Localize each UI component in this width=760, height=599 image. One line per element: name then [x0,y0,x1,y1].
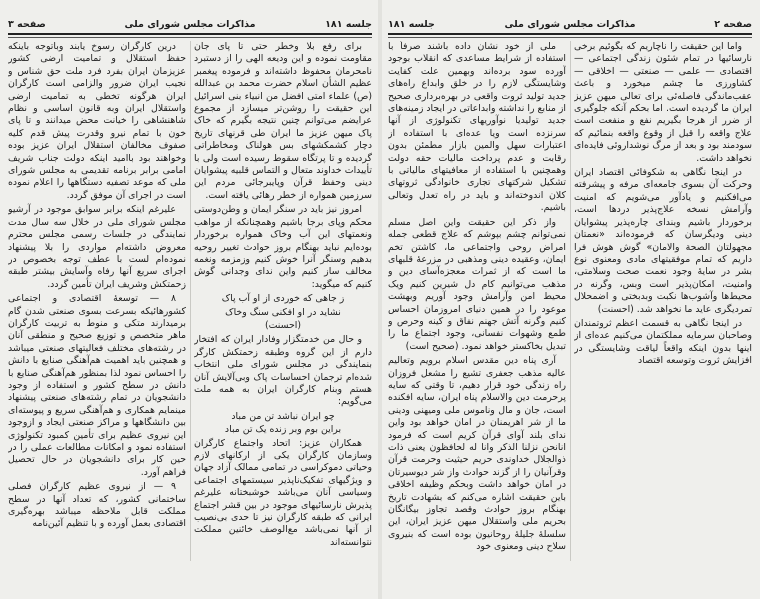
column-divider [190,41,191,561]
text-column [194,41,372,591]
column-divider [570,41,571,561]
paragraph: واز ذکر این حقیقت واین اصل مسلم نمی‌توانم چشم بپوشم که علاج قطعی جمله امراض روحی واجتماعی ما، کاشتن تخم ایمان، وعقیده دینی ومذهبی در مزرعهٔ قلبهای ما است که از ثمرات معجزه‌آسای دین و مذهب می‌توانیم کام دل شیرین کنیم ویک محیط امن وآرامش وجود آوریم وبهشت موعود را در همین دنیای امروزمان احساس کنیم وگرنه آتش جهنم نفاق و کینه وحرص و طمع وشهوات نفسانی، وجود اجتماع ما را تبدیل بخاکستر خواهد نمود. (صحیح است) [388,216,566,352]
paragraph: ۹ — از نیروی عظیم کارگران فصلی ساختمانی کشور، که تعداد آنها در سطح مملکت قابل ملاحظه میباشد بهره‌گیری اقتصادی بعمل آورده و با تنظیم آئین‌نامه [8,481,186,530]
paragraph: درین کارگران رسوخ یابند وباتوجه باینکه حفظ استقلال و تمامیت ارضی کشور عزیزمان ایران بفرد فرد ملت حق شناس و نجیب ایران ضرور والزامی است کارگران ایران هرگونه تخطی به تمامیت ارضی واستقلال ایران وبه قانون اساسی و نظام شاهنشاهی را خیانت محض میدانند و تا پای خون با تمام نیرو وقدرت پیش قدم کلیه صفوف مخالفان استقلال ایران عزیز بوده وخواهند بود باامید اینکه دولت جناب شریف امامی برابر برنامه تقدیمی به مجلس شورای ملی که موعد تصفیه دستگاهها را اعلام نموده است در اجرای آن موفق گردد. [8,41,186,201]
header-rule [388,33,752,35]
paragraph: و حال من خدمتگزار وفادار ایران که افتخار دارم از این گروه وطبقه زحمتکش کارگر بنمایندگی در مجلس شورای ملی انتخاب شده‌ام ترجمان احساسات پاک وبی‌آلایش آنان هستم وبنام کارگران ایران به همه ملت می‌گویم: [194,334,372,408]
text-column [388,41,566,591]
paragraph: ۸ — توسعهٔ اقتصادی و اجتماعی کشورهائیکه بسرعت بسوی صنعتی شدن گام برمیدارند متکی و منوط به تربیت کارگران ماهر متخصص و توزیع صحیح و منطقی آنان در رشته‌های مختلف فعالیتهای صنعتی میباشد و همچنین باید اهمیت هم‌آهنگی صنایع با دانش را احساس نمود لذا بمنظور هم‌آهنگی صنایع با دانش در سطح کشور و استفاده از وجود دانشجویان در تمام رشته‌های صنعتی پیشنهاد مینمایم همکاری و هم‌آهنگی سریع و پیوسته‌ای بین دانشگاهها و مراکز صنعتی ایجاد و ازوجود این نیروی عظیم برای تأمین کمبود تکنولوژی استفاده نمود و امکانات مطالعات عملی را در حین کار برای دانشجویان در حال تحصیل فراهم آورد. [8,293,186,478]
page-number: صفحه ۲ [714,18,752,30]
session-number: جلسه ۱۸۱ [325,18,372,30]
header-rule [8,33,372,35]
poem-verse: براین بوم وبر زنده یک تن مباد [224,424,342,436]
paragraph: در اینجا نگاهی به قسمت اعظم ثروتمندان وصاحبان سرمایه مملکتمان می‌کنیم عده‌ای از اینها بدون اینکه واقعاً لیاقت وشایستگی در افزایش ثروت وتوسعه اقتصاد [574,317,752,367]
paragraph: برای رفع بلا وخطر حتی تا پای جان مقاومت نموده و این ودیعه الهی را از دستبرد نامحرمان محفوظ داشته‌اند و فرموده پیغمبر عظیم الشأن اسلام حضرت محمد بن عبدالله (ص) علماء امتی افضل من انبیاء بنی اسرائیل این حقیقت را روشن‌تر میسازد از مجموع عرایضم می‌توانم چنین نتیجه بگیرم که خاک پاک میهن عزیز ما ایران طی قرنهای تاریخ دچار کشمکشهای بس هولناک ومخاطراتی گردیده و تا پرتگاه سقوط رسیده است ولی با تأییدات خداوند متعال و التماس قلبیه پیشوایان دینی وحفظ قرآن وپایبرجائی مردم این سرزمین همواره از خطر رهائی یافته است. [194,41,372,201]
page-left [2,0,378,599]
poem-verse: ز جاهی که خوردی از او آب پاک [221,293,345,305]
text-column [574,41,752,591]
paragraph: در اینجا نگاهی به شکوفائی اقتصاد ایران وحرکت آن بسوی جامعه‌ای مرفه و پیشرفته می‌افکنیم و یادآور می‌شویم که امنیت وآرامش نسخه علاج‌پذیر دردها است، برخوردار باشیم وبندای چاره‌پذیر پیشوایان دینی ودیگرسان که فرموده‌اند «نعمتان مجهولتان الصحة والامان» گوش هوش فرا داریم که تمام موفقیتهای مادی ومعنوی نوع بشر در سایهٔ وجود نعمت صحت وسلامتی، وامنیت، امکان‌پذیر است وبس، وگرنه در محیط‌ها وآشوب‌ها نکبت وبدبختی و اضمحلال تمردیگری عاید ما نخواهد شد. (احسنت) [574,167,752,315]
page-header [388,16,752,32]
poem-verse: چو ایران نباشد تن من مباد [231,410,335,422]
text-column [8,41,186,591]
page-right [382,0,758,599]
header-rule-thin [388,37,752,38]
applause-note: (احسنت) [264,319,302,331]
poem-verse: نشاید در او افکنی سنگ وخاک [225,306,341,318]
page-header [8,16,372,32]
paragraph: علیرغم اینکه برابر سوابق موجود در آرشیو مجلس شورای ملی در خلال سه سال مدت نمایندگی در جلسات رسمی مجلس محترم معروض داشته‌ام مواردی را بلا پیشنهاد نموده‌ام لست با عطف توجه بخصوص در اجرای سریع آنها رفاه وآسایش بیشتر طبقه زحمتکش وشریف ایران تأمین گردد. [8,204,186,290]
paragraph: همکاران عزیز: اتحاد واجتماع کارگران وسازمان کارگران یکی از ارکانهای لازم وحیاتی دموکراسی در تمامی ممالک آزاد جهان و ویژگیهای تفکیک‌ناپذیر سیستمهای اجتماعی وسیاسی آنان می‌باشد خوشبختانه علیرغم پذیرش نارسائیهای موجود در بین قشر اجتماع ایرانی که طبقه کارگران نیز تا حدی بی‌نصیب از آنها نمی‌باشد مع‌الوصف خائنین مملکت نتوانسته‌اند [194,437,372,548]
session-number: جلسه ۱۸۱ [388,18,435,30]
paragraph: واما این حقیقت را ناچاریم که بگوئیم برخی نارسائیها در تمام شئون زندگی اجتماعی — اقتصادی — علمی — صنعتی — اخلاقی — کشاورزی ما چشم میخورد و باعث عقب‌ماندگی فاصله‌ئی برای تعالی میهن عزیز ایران ما گردیده است. اما بحکم آنکه جلوگیری از ضرر از هرجا بگیریم نفع و منفعت است علاج واقعه را قبل از وقوع واقعه بنمائیم که سودمند بود و بعد از مرگ نوشداروئی فایده‌ای نخواهد داشت. [574,41,752,164]
page-title: مذاکرات مجلس شورای ملی [124,18,256,30]
paragraph: امروز نیز باید در سنگر ایمان و وطن‌دوستی محکم وپای برجا باشیم وهمچنانکه از مواهب ونعمتهای این آب وخاک همواره برخوردار بوده‌ایم نباید بهنگام بروز حوادث تغییر روحیه بدهیم وسنگر آنرا خوش کنیم وزمزمه ونغمه مخالف ساز کنیم واین ندای وجدانی گوش کنیم که میگوید: [194,204,372,290]
header-rule-thin [8,37,372,38]
paragraph: ملی از خود نشان داده باشند صرفاً با استفاده از شرایط مساعدی که انقلاب بوجود آورده سود برده‌اند وبهمین علت کفایت وشایستگی لازم را در خلق وابداع راه‌های جدید تولید ثروت واقعی در بهره‌برداری صحیح از منابع را نداشته وابداعاتی در ایجاد زمینه‌های جدید تولیدیا نوآوریهای تکنولوژی از آنها سرنزده است ویا عده‌ای با استفاده از اعتبارات سهل والمین بازار مطمئن بدون رقابت و عدم پرداخت مالیات حقه دولت وهمچنین با استفاده از معافیتهای مالیاتی با تشکیل شرکتهای تجاری خانوادگی ثروتهای کلان اندوخته‌اند و باید در راه تعدل وتعالی باشیم. [388,41,566,214]
paragraph: آری پناه دین مقدس اسلام برویم وتعالیم عالیه مذهب جعفری تشیع را مشعل فروزان راه زندگی خود قرار دهیم، تا وقتی که سایه پرحرمت دین والاسلام پناه ایران، سایه افکنده است، جان و مال وناموس ملی ومیهنی ودینی ما از شر اهریمنان در امان خواهد بود واین ندای بلند آوای قرآن کریم است که فرمود انانحن نزلنا الذکر وانا له لحافظون یعنی ذات ذوالجلال خداوندی حریم حیثیت وحرمت قرآن وقرآنیان را از گزند حوادث واز شر دیوسیرتان در امان خواهد داشت وبحکم وظیفه اخلاقی باین حقیقت اشاره می‌کنم که بشهادت تاریخ بهنگام بروز حوادث وقصد تجاوز بیگانگان بحریم ملی واستقلال میهن عزیز ایران، این سلسلهٔ جلیلهٔ روحانیون بوده است که بنیروی سلاح دینی ومعنوی خود [388,355,566,553]
page-title: مذاکرات مجلس شورای ملی [504,18,636,30]
page-number: صفحه ۳ [8,18,46,30]
